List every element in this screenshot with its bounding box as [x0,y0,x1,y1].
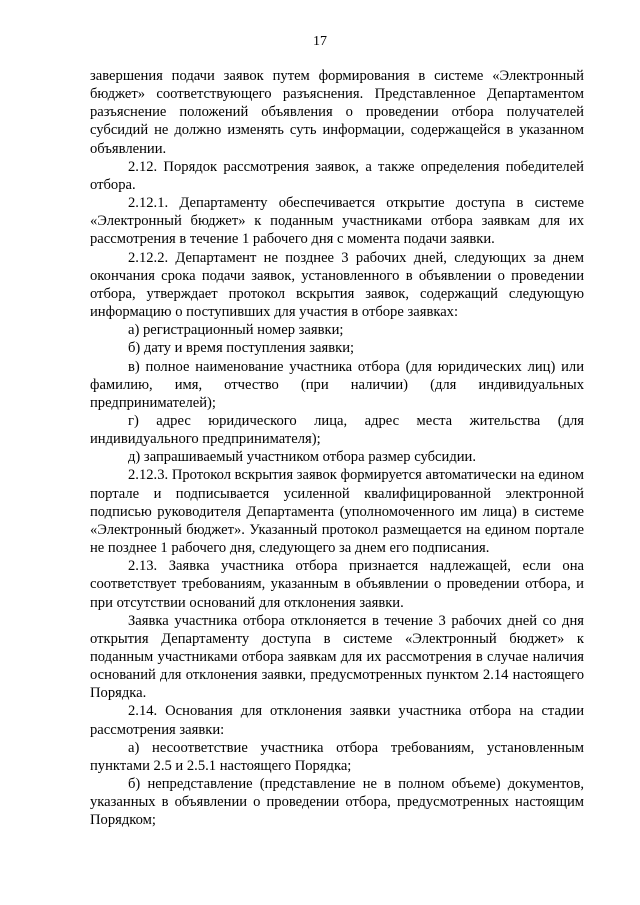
paragraph-2-12-3: 2.12.3. Протокол вскрытия заявок формируется автоматически на едином портале и подписывается усиленной квалифицированной электронной подписью руководителя Департамента (уполномоченного им лица) в системе «Электронный бюджет». Указанный протокол размещается на едином портале не позднее 1 рабочего дня, следующего за днем его подписания. [90,467,584,557]
paragraph-rejection: Заявка участника отбора отклоняется в течение 3 рабочих дней со дня открытия Департаменту доступа в системе «Электронный бюджет» к поданным участниками отбора заявкам для их рассмотрения в случае наличия оснований для отклонения заявки, предусмотренных пунктом 2.14 настоящего Порядка. [90,612,584,702]
page-number: 17 [313,34,327,49]
paragraph-2-12-2: 2.12.2. Департамент не позднее 3 рабочих дней, следующих за днем окончания срока подачи заявок, установленного в объявлении о проведении отбора, утверждает протокол вскрытия заявок, содержащий следующую информацию о поступивших для участия в отборе заявках: [90,249,584,321]
paragraph-2-14: 2.14. Основания для отклонения заявки участника отбора на стадии рассмотрения заявки: [90,703,584,738]
list-item-d: д) запрашиваемый участником отбора размер субсидии. [128,449,477,466]
document-body [90,67,584,830]
list-item-a: а) регистрационный номер заявки; [128,322,344,339]
list-item-g: г) адрес юридического лица, адрес места жительства (для индивидуального предпринимателя); [90,412,584,448]
paragraph-continuation: завершения подачи заявок путем формирования в системе «Электронный бюджет» соответствующего разъяснения. Представленное Департаментом разъяснение положений объявления о проведении отбора получателей субсидий не должно изменять суть информации, содержащейся в указанном объявлении. [90,68,584,157]
rejection-ground-a: а) несоответствие участника отбора требованиям, установленным пунктами 2.5 и 2.5.1 настоящего Порядка; [90,739,584,774]
paragraph-2-12-heading: 2.12. Порядок рассмотрения заявок, а также определения победителей отбора. [90,158,584,193]
list-item-b: б) дату и время поступления заявки; [128,340,355,357]
list-item-v: в) полное наименование участника отбора (для юридических лиц) или фамилию, имя, отчество (при наличии) (для индивидуальных предпринимателей); [90,358,584,411]
paragraph-2-12-1: 2.12.1. Департаменту обеспечивается открытие доступа в системе «Электронный бюджет» к поданным участниками отбора заявкам для их рассмотрения в течение 1 рабочего дня с момента подачи заявки. [90,195,584,248]
paragraph-2-13: 2.13. Заявка участника отбора признается надлежащей, если она соответствует требованиям, указанным в объявлении о проведении отбора, и при отсутствии оснований для отклонения заявки. [90,558,584,611]
rejection-ground-b: б) непредставление (представление не в полном объеме) документов, указанных в объявлении о проведении отбора, предусмотренных настоящим Порядком; [90,776,584,829]
